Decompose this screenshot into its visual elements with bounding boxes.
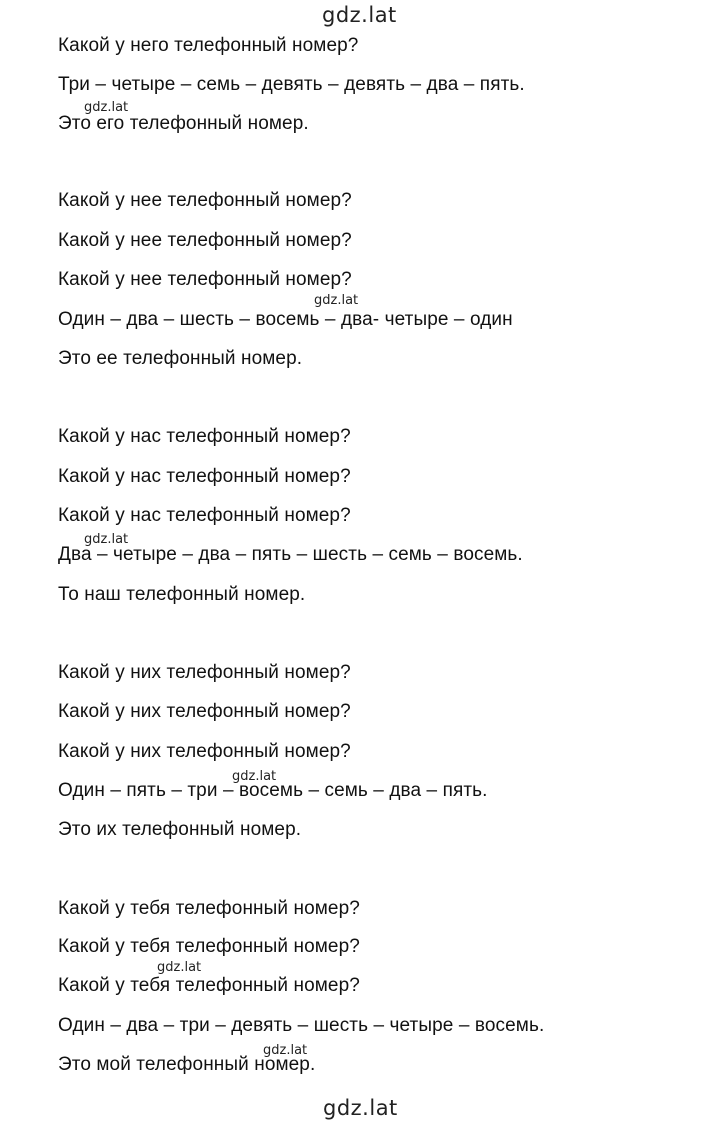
text-line: Это мой телефонный номер. bbox=[58, 1054, 316, 1075]
text-line: Три – четыре – семь – девять – девять – два – пять. bbox=[58, 74, 525, 95]
watermark-bottom: gdz.lat bbox=[323, 1096, 398, 1120]
text-line: Один – два – шесть – восемь – два- четыре – один bbox=[58, 309, 513, 330]
text-line: Какой у них телефонный номер? bbox=[58, 701, 351, 722]
text-line: Какой у тебя телефонный номер? bbox=[58, 936, 360, 957]
text-line: Какой у нас телефонный номер? bbox=[58, 466, 351, 487]
text-line: Какой у них телефонный номер? bbox=[58, 741, 351, 762]
text-line: Какой у тебя телефонный номер? bbox=[58, 975, 360, 996]
watermark-small: gdz.lat bbox=[263, 1043, 308, 1058]
watermark-top: gdz.lat bbox=[322, 3, 397, 27]
text-line: Какой у них телефонный номер? bbox=[58, 662, 351, 683]
watermark-small: gdz.lat bbox=[157, 960, 202, 975]
text-line: Один – пять – три – восемь – семь – два – пять. bbox=[58, 780, 488, 801]
watermark-small: gdz.lat bbox=[84, 532, 129, 547]
watermark-small: gdz.lat bbox=[232, 769, 277, 784]
text-line: То наш телефонный номер. bbox=[58, 584, 306, 605]
watermark-small: gdz.lat bbox=[84, 100, 129, 115]
text-line: Один – два – три – девять – шесть – четыре – восемь. bbox=[58, 1015, 545, 1036]
text-line: Какой у нас телефонный номер? bbox=[58, 426, 351, 447]
text-line: Два – четыре – два – пять – шесть – семь – восемь. bbox=[58, 544, 523, 565]
text-line: Какой у нее телефонный номер? bbox=[58, 230, 352, 251]
text-line: Это его телефонный номер. bbox=[58, 113, 309, 134]
text-line: Это их телефонный номер. bbox=[58, 819, 302, 840]
text-line: Какой у него телефонный номер? bbox=[58, 35, 359, 56]
watermark-small: gdz.lat bbox=[314, 293, 359, 308]
text-line: Какой у нас телефонный номер? bbox=[58, 505, 351, 526]
text-line: Какой у тебя телефонный номер? bbox=[58, 898, 360, 919]
text-line: Какой у нее телефонный номер? bbox=[58, 269, 352, 290]
text-line: Это ее телефонный номер. bbox=[58, 348, 303, 369]
text-line: Какой у нее телефонный номер? bbox=[58, 190, 352, 211]
